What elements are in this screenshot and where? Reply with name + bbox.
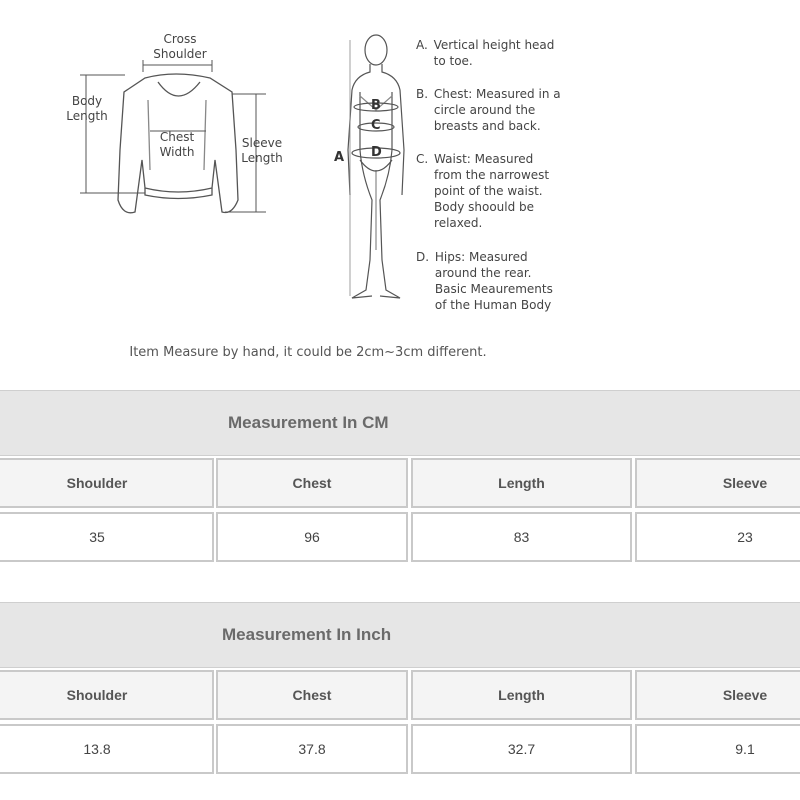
garment-body-illustration — [0, 0, 800, 380]
inch-table-title: Measurement In Inch — [222, 625, 392, 644]
inch-table-header-band — [0, 602, 800, 668]
cm-value-chest: 96 — [216, 512, 408, 562]
inch-header-chest: Chest — [216, 670, 408, 720]
cross-shoulder-label: Cross Shoulder — [153, 32, 207, 61]
cm-table — [0, 390, 800, 565]
cm-table-header-band — [0, 390, 800, 456]
inch-value-chest: 37.8 — [216, 724, 408, 774]
body-marker-b: B — [371, 98, 381, 113]
legend-text: Chest: Measured in a circle around the breasts and back. — [433, 87, 561, 133]
legend-letter: D. — [416, 250, 430, 264]
size-diagram — [0, 0, 800, 380]
body-length-label: Body Length — [66, 94, 108, 123]
human-figure-icon — [348, 35, 404, 298]
body-marker-c: C — [371, 118, 381, 133]
body-marker-d: D — [371, 145, 382, 160]
inch-header-length: Length — [411, 670, 632, 720]
measurement-note: Item Measure by hand, it could be 2cm~3cm different. — [129, 345, 487, 360]
legend-text: Hips: Measured around the rear. Basic Meaurements of the Human Body — [434, 250, 553, 312]
inch-value-shoulder: 13.8 — [0, 724, 214, 774]
chest-width-label: Chest Width — [159, 130, 195, 159]
legend-item-c — [416, 151, 576, 231]
inch-value-sleeve: 9.1 — [635, 724, 800, 774]
cm-header-length: Length — [411, 458, 632, 508]
inch-value-length: 32.7 — [411, 724, 632, 774]
legend-text: Vertical height head to toe. — [433, 38, 555, 68]
cm-value-length: 83 — [411, 512, 632, 562]
legend-text: Waist: Measured from the narrowest point of the waist. Body shoould be relaxed. — [434, 152, 550, 230]
legend-item-b — [416, 86, 576, 134]
body-marker-a: A — [334, 150, 345, 165]
legend-letter: C. — [416, 152, 429, 166]
inch-header-shoulder: Shoulder — [0, 670, 214, 720]
measurement-legend — [416, 37, 596, 327]
legend-letter: A. — [416, 38, 428, 52]
inch-header-sleeve: Sleeve — [635, 670, 800, 720]
inch-table — [0, 602, 800, 782]
cm-header-chest: Chest — [216, 458, 408, 508]
legend-item-a — [416, 37, 576, 69]
legend-item-d — [416, 249, 576, 313]
legend-letter: B. — [416, 87, 429, 101]
cm-header-shoulder: Shoulder — [0, 458, 214, 508]
cm-header-sleeve: Sleeve — [635, 458, 800, 508]
cm-value-shoulder: 35 — [0, 512, 214, 562]
cm-value-sleeve: 23 — [635, 512, 800, 562]
cm-table-title: Measurement In CM — [228, 413, 389, 432]
sleeve-length-label: Sleeve Length — [241, 136, 283, 165]
